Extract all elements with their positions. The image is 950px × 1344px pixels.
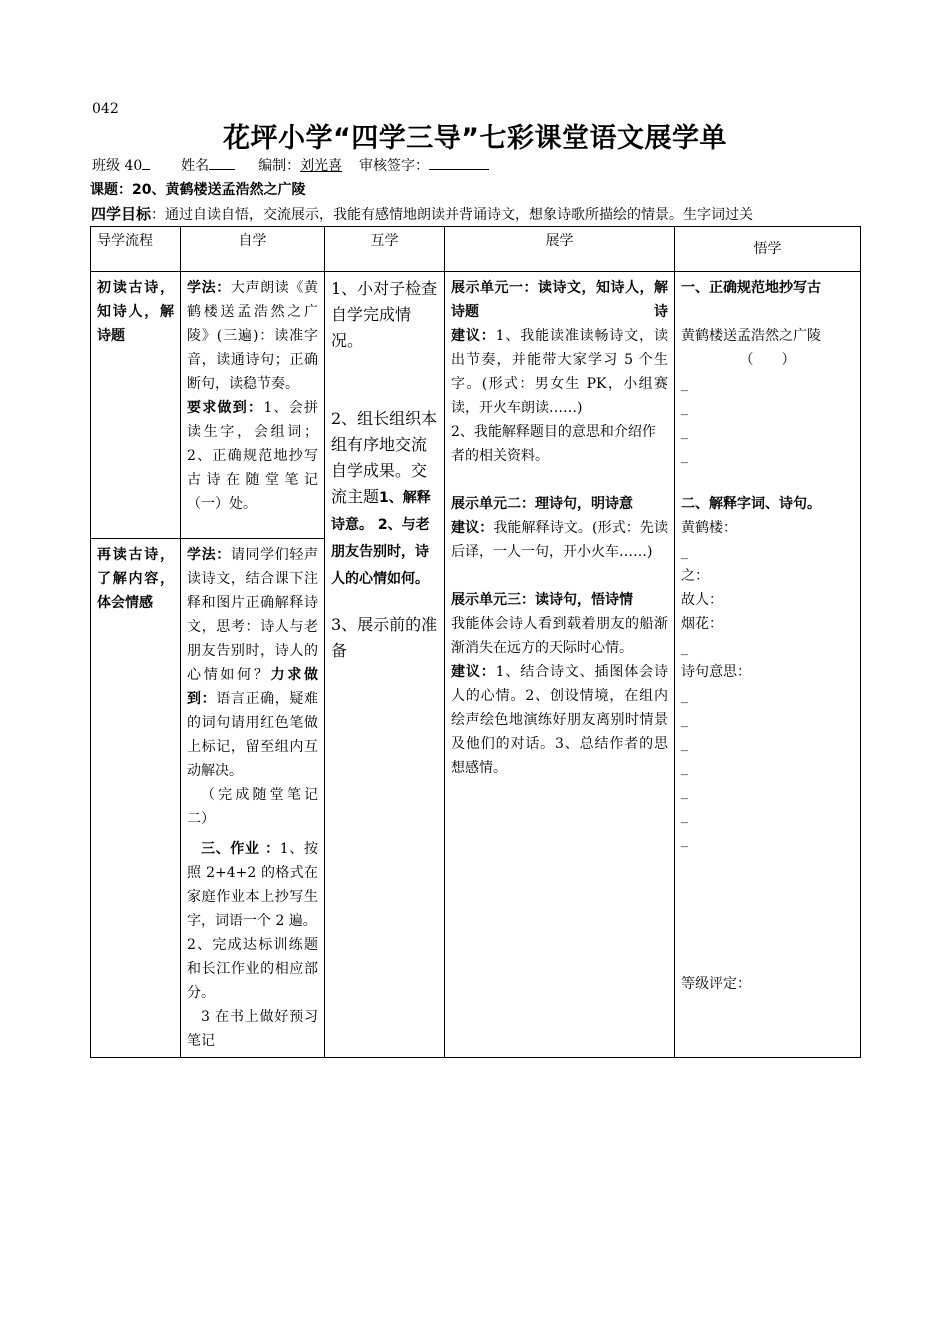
requirement-label: 力求做到： bbox=[187, 667, 319, 707]
suggestion-text: 我能解释诗文。(形式：先读后译，一人一句，开小火车……) bbox=[451, 520, 668, 560]
method-text: 大声朗读《黄鹤楼送孟浩然之广陵》(三遍)：读准字音，读通诗句；正确断句，读稳节奏。 bbox=[187, 280, 318, 392]
method-label: 学法： bbox=[187, 280, 231, 296]
copy-line-1[interactable]: _ bbox=[681, 376, 688, 392]
meaning-line-4[interactable]: _ bbox=[681, 760, 688, 776]
mutual-item-1: 1、小对子检查自学完成情况。 bbox=[331, 279, 438, 350]
homework-label: 三、作业 ： bbox=[201, 841, 280, 857]
meaning-line-7[interactable]: _ bbox=[681, 832, 688, 848]
show-unit-1-title-text: 展示单元一：读诗文，知诗人，解诗题 bbox=[451, 280, 668, 320]
suggestion-text: 1、我能读准读畅诗文，读出节奏，并能带大家学习 5 个生字。(形式：男女生 PK，小组赛读，开火车朗读……) bbox=[451, 328, 668, 416]
goal-label: 四学目标 bbox=[91, 205, 152, 223]
header-show: 展学 bbox=[445, 227, 675, 272]
editor-name: 刘光喜 bbox=[300, 158, 343, 174]
insight-section-2: 二、解释字词、诗句。 bbox=[681, 496, 821, 512]
suggestion-label: 建议： bbox=[451, 520, 494, 536]
mutual-item-2 bbox=[331, 406, 438, 592]
show-unit-3-title: 展示单元三：读诗句，悟诗情 bbox=[451, 592, 633, 608]
class-label: 班级 40 bbox=[92, 158, 143, 174]
document-code: 042 bbox=[92, 101, 119, 117]
name-label: 姓名 bbox=[181, 158, 210, 174]
homework-item-1: 1、按照 2+4+2 的格式在家庭作业本上抄写生字，词语一个 2 遍。 bbox=[187, 841, 318, 929]
word-guren: 故人： bbox=[681, 592, 723, 608]
mutual-study-cell bbox=[325, 272, 445, 1058]
show-unit-3-intro: 我能体会诗人看到载着朋友的船渐渐消失在远方的天际时心情。 bbox=[451, 616, 668, 656]
homework bbox=[187, 837, 318, 933]
mutual-item-2-topics: 1、解释诗意。 2、与老朋友告别时，诗人的心情如何。 bbox=[331, 490, 431, 587]
answer-line-yanhua[interactable]: _ bbox=[681, 640, 688, 656]
homework-item-2: 2、完成达标训练题和长江作业的相应部分。 bbox=[187, 937, 318, 1001]
meta-line bbox=[92, 155, 489, 175]
copy-line-2[interactable]: _ bbox=[681, 400, 688, 416]
meaning-line-3[interactable]: _ bbox=[681, 736, 688, 752]
name-blank[interactable] bbox=[209, 157, 235, 170]
suggestion-label: 建议： bbox=[451, 328, 496, 344]
mutual-item-3: 3、展示前的准备 bbox=[331, 615, 438, 660]
header-insight: 悟学 bbox=[675, 227, 861, 272]
study-table bbox=[90, 226, 861, 1058]
mutual-item-2-text: 2、组长组织本组有序地交流自学成果。交流主题 bbox=[331, 409, 438, 506]
insight-study-cell bbox=[675, 272, 861, 1058]
insight-section-1: 一、正确规范地抄写古 bbox=[681, 280, 821, 296]
homework-item-3: 3 在书上做好预习笔记 bbox=[187, 1009, 318, 1049]
goal-text: ：通过自读自悟，交流展示，我能有感情地朗读并背诵诗文，想象诗歌所描绘的情景。生字词过关 bbox=[151, 207, 754, 223]
insight-author-blank: （ ） bbox=[739, 352, 796, 368]
show-unit-3-suggestion bbox=[451, 660, 668, 780]
flow-step-1: 初读古诗，知诗人，解诗题 bbox=[91, 272, 181, 539]
flow-step-2: 再读古诗，了解内容，体会情感 bbox=[91, 539, 181, 1058]
table-header-row bbox=[91, 227, 861, 272]
method-text: 请同学们轻声读诗文，结合课下注释和图片正确解释诗文，思考：诗人与老朋友告别时，诗人的心情如何？ bbox=[187, 547, 318, 683]
meaning-line-5[interactable]: _ bbox=[681, 784, 688, 800]
word-yanhua: 烟花： bbox=[681, 616, 723, 632]
word-huanghelou: 黄鹤楼： bbox=[681, 520, 737, 536]
review-signature-blank[interactable] bbox=[429, 157, 489, 170]
answer-line-huanghelou[interactable]: _ bbox=[681, 544, 688, 560]
header-mutual: 互学 bbox=[325, 227, 445, 272]
show-unit-1-suggestion bbox=[451, 324, 668, 420]
learning-goal bbox=[91, 203, 753, 224]
show-unit-1-title bbox=[451, 276, 668, 324]
review-label: 审核签字： bbox=[358, 158, 429, 174]
lesson-title: 课题：20、黄鹤楼送孟浩然之广陵 bbox=[90, 182, 306, 198]
meaning-line-6[interactable]: _ bbox=[681, 808, 688, 824]
table-row bbox=[91, 272, 861, 539]
suggestion-label: 建议： bbox=[451, 664, 496, 680]
meaning-line-2[interactable]: _ bbox=[681, 712, 688, 728]
requirement-label: 要求做到： bbox=[187, 400, 264, 416]
copy-line-3[interactable]: _ bbox=[681, 424, 688, 440]
meaning-line-1[interactable]: _ bbox=[681, 688, 688, 704]
show-study-cell bbox=[445, 272, 675, 1058]
requirement-text: 1、会拼读生字，会组词；2、正确规范地抄写古诗在随堂笔记（一）处。 bbox=[187, 400, 318, 512]
word-zhi: 之： bbox=[681, 568, 709, 584]
class-blank[interactable] bbox=[142, 157, 150, 170]
sentence-meaning-label: 诗句意思： bbox=[681, 664, 751, 680]
show-unit-1-poem: 诗 bbox=[654, 304, 668, 320]
show-unit-2-title: 展示单元二：理诗句，明诗意 bbox=[451, 496, 633, 512]
copy-line-4[interactable]: _ bbox=[681, 448, 688, 464]
show-unit-2-suggestion bbox=[451, 516, 668, 564]
notes-reminder: （完成随堂笔记二） bbox=[187, 787, 318, 827]
requirement-text: 语言正确，疑难的词句请用红色笔做上标记，留至组内互动解决。 bbox=[187, 691, 318, 779]
page-title: 花坪小学“四学三导”七彩课堂语文展学单 bbox=[223, 123, 727, 154]
suggestion-text: 1、结合诗文、插图体会诗人的心情。2、创设情境，在组内绘声绘色地演练好朋友离别时情景及他们的对话。3、总结作者的思想感情。 bbox=[451, 664, 668, 776]
grade-label: 等级评定： bbox=[681, 976, 751, 992]
header-self: 自学 bbox=[181, 227, 325, 272]
editor-label: 编制： bbox=[258, 158, 301, 174]
insight-poem-title: 黄鹤楼送孟浩然之广陵 bbox=[681, 328, 821, 344]
header-flow: 导学流程 bbox=[91, 227, 181, 272]
show-unit-1-item-2: 2、我能解释题目的意思和介绍作者的相关资料。 bbox=[451, 424, 656, 464]
self-study-2 bbox=[181, 539, 325, 1058]
self-study-1 bbox=[181, 272, 325, 539]
method-label: 学法： bbox=[187, 547, 231, 563]
